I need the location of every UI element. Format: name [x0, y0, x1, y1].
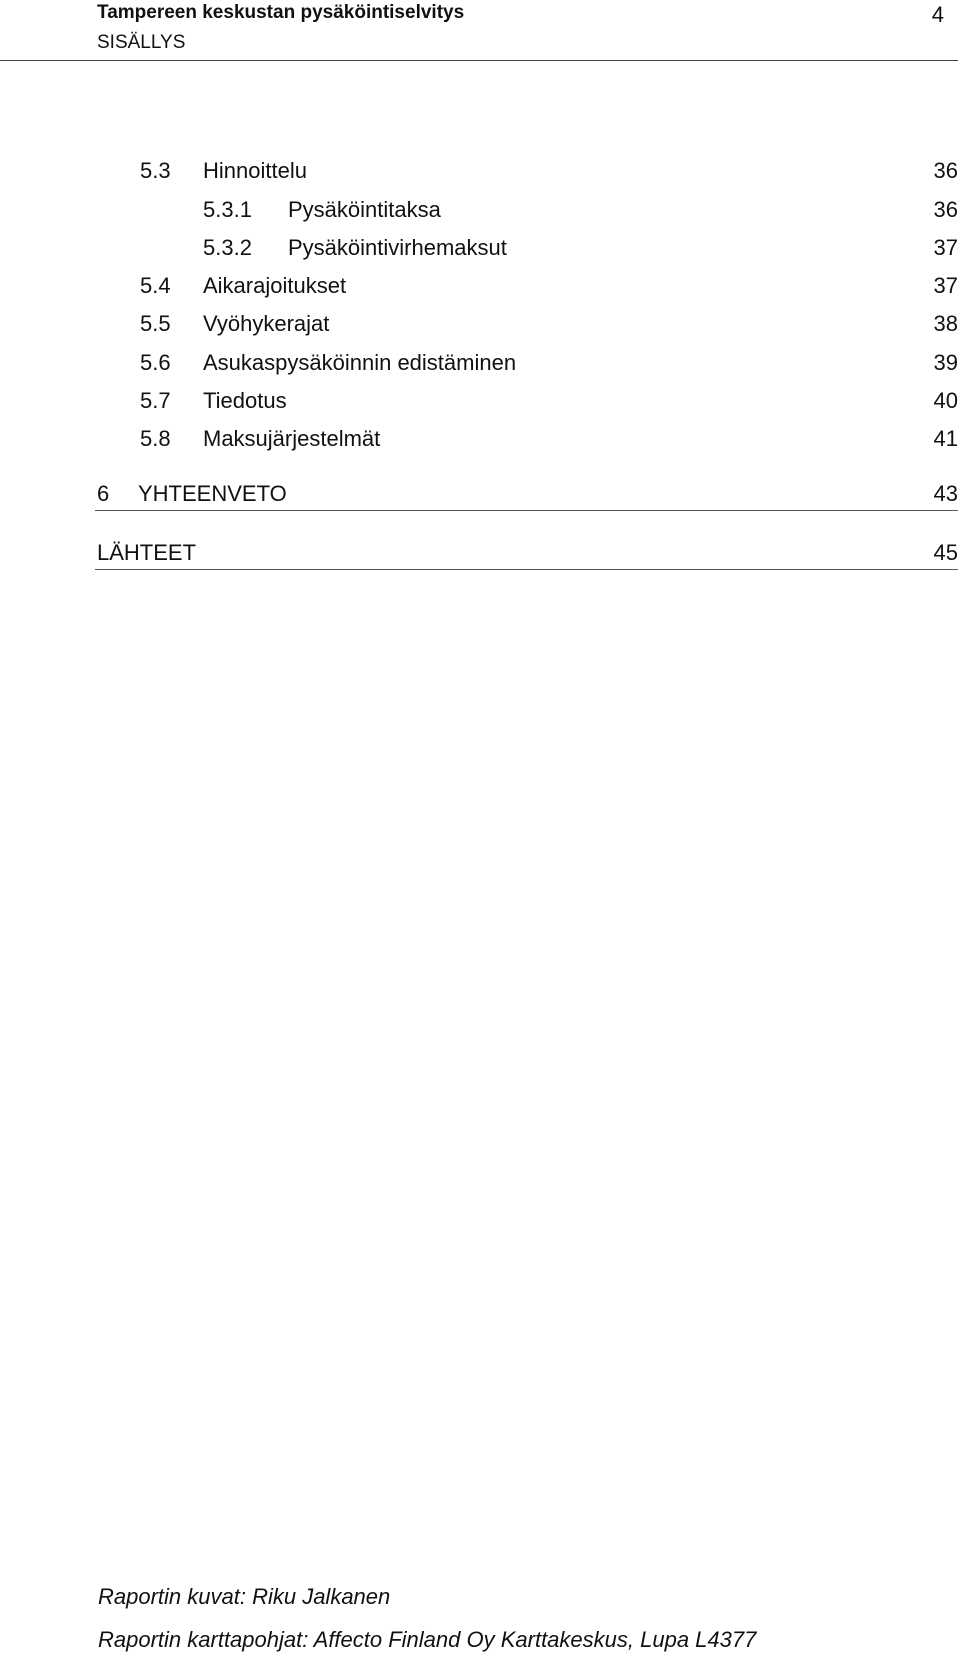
toc-entry-number: 5.3.2 [203, 235, 252, 260]
toc-entry-title: Asukaspysäköinnin edistäminen [203, 350, 517, 375]
toc-entry-number: 5.5 [140, 311, 171, 336]
toc-entry-page: 37 [933, 273, 958, 298]
toc-entry-page: 36 [933, 158, 958, 183]
toc-entry-page: 37 [933, 235, 958, 260]
toc-entry-title: LÄHTEET [97, 540, 197, 565]
toc-entry-title: Vyöhykerajat [203, 311, 330, 336]
toc-entry-page: 38 [933, 311, 958, 336]
chapter-divider [95, 569, 958, 570]
toc-entry-number: 5.3 [140, 158, 171, 183]
toc-entry-page: 43 [933, 481, 958, 506]
toc-entry-title: Aikarajoitukset [203, 273, 347, 298]
toc-entry-page: 36 [933, 197, 958, 222]
toc-entry-page: 39 [933, 350, 958, 375]
page-number: 4 [931, 2, 944, 27]
toc-entry-title: YHTEENVETO [138, 481, 287, 506]
toc-entry-page: 41 [933, 426, 958, 451]
toc-entry-title: Pysäköintitaksa [288, 197, 441, 222]
map-credit: Raportin karttapohjat: Affecto Finland Oy Karttakeskus, Lupa L4377 [98, 1627, 757, 1652]
photos-credit: Raportin kuvat: Riku Jalkanen [98, 1584, 391, 1609]
document-title: Tampereen keskustan pysäköintiselvitys [97, 2, 465, 23]
toc-entry-number: 6 [97, 481, 110, 506]
toc-entry-page: 45 [933, 540, 958, 565]
toc-entry-number: 5.3.1 [203, 197, 252, 222]
toc-entry-number: 5.7 [140, 388, 171, 413]
toc-entry-title: Hinnoittelu [203, 158, 307, 183]
toc-entry-number: 5.8 [140, 426, 171, 451]
toc-entry-page: 40 [933, 388, 958, 413]
toc-entry-title: Pysäköintivirhemaksut [288, 235, 507, 260]
header-divider [0, 60, 958, 61]
toc-entry-title: Tiedotus [203, 388, 287, 413]
chapter-divider [95, 510, 958, 511]
section-title: SISÄLLYS [97, 32, 186, 53]
toc-entry-title: Maksujärjestelmät [203, 426, 381, 451]
toc-entry-number: 5.4 [140, 273, 171, 298]
toc-entry-number: 5.6 [140, 350, 171, 375]
